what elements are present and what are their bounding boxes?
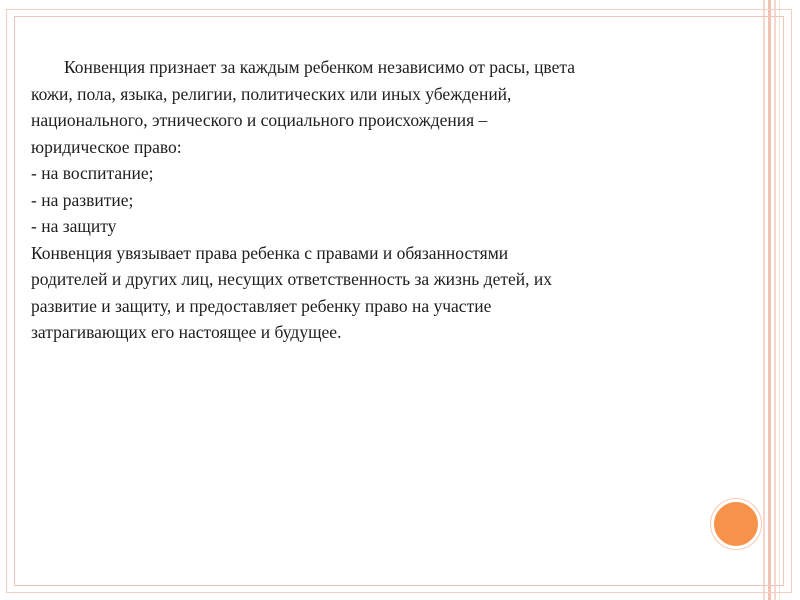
list-item: - на развитие;: [31, 189, 134, 210]
text-line: кожи, пола, языка, религии, политических или иных убеждений,: [31, 83, 512, 104]
text-line: затрагивающих его настоящее и будущее.: [31, 322, 342, 342]
text-line: родителей и других лиц, несущих ответственность за жизнь детей, их: [31, 269, 552, 289]
list-item: - на воспитание;: [31, 163, 154, 183]
text-line: Конвенция увязывает права ребенка с правами и обязанностями: [31, 242, 509, 263]
list-item: - на защиту: [31, 216, 117, 236]
text-line: развитие и защиту, и предоставляет ребенку право на участие: [31, 295, 492, 316]
decorative-circle: [711, 499, 761, 549]
text-line: национального, этнического и социального происхождения –: [31, 110, 488, 130]
text-line: юридическое право:: [31, 136, 182, 157]
slide-body-text: [31, 54, 731, 346]
text-line: Конвенция признает за каждым ребенком независимо от расы, цвета: [64, 57, 575, 77]
